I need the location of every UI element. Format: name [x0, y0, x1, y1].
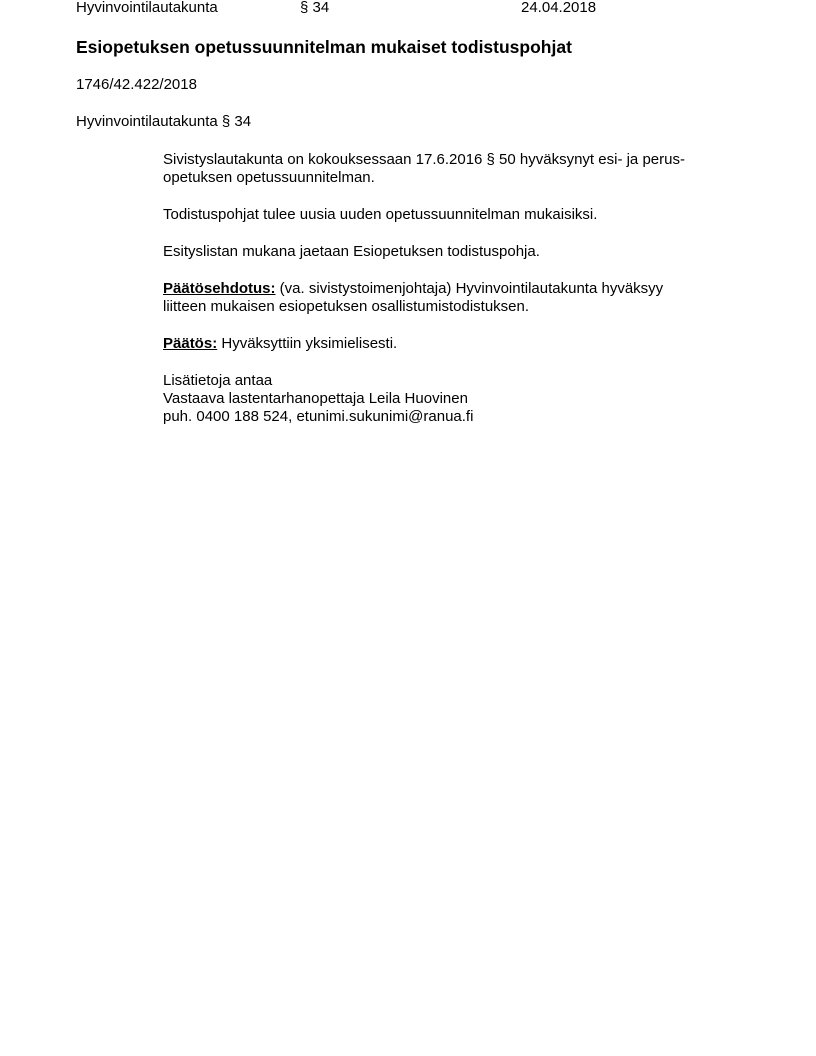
header-section: § 34 — [300, 0, 330, 16]
diary-number: 1746/42.422/2018 — [76, 76, 197, 93]
document-body — [163, 151, 733, 445]
background-line-1: Sivistyslautakunta on kokouksessaan 17.6.2016 § 50 hyväksynyt esi- ja perus- — [163, 151, 685, 168]
paragraph-requirement — [163, 206, 733, 224]
attachment-text: Esityslistan mukana jaetaan Esiopetuksen todistuspohja. — [163, 243, 540, 260]
contact-details: puh. 0400 188 524, etunimi.sukunimi@ranua.fi — [163, 408, 474, 425]
header-organ: Hyvinvointilautakunta — [76, 0, 218, 16]
contact-person: Vastaava lastentarhanopettaja Leila Huovinen — [163, 390, 468, 407]
contact-intro: Lisätietoja antaa — [163, 372, 273, 389]
paragraph-contact — [163, 372, 733, 426]
proposal-line-1 — [163, 280, 733, 298]
paragraph-proposal — [163, 280, 733, 316]
proposal-label: Päätösehdotus: — [163, 280, 276, 297]
paragraph-attachment — [163, 243, 733, 261]
paragraph-decision — [163, 335, 733, 353]
background-line-2: opetuksen opetussuunnitelman. — [163, 169, 375, 186]
decision-line — [163, 335, 733, 353]
board-reference: Hyvinvointilautakunta § 34 — [76, 113, 252, 130]
proposal-text-1: (va. sivistystoimenjohtaja) Hyvinvointilautakunta hyväksyy — [275, 280, 664, 297]
requirement-text: Todistuspohjat tulee uusia uuden opetussuunnitelman mukaisiksi. — [163, 206, 598, 223]
page-header — [76, 0, 776, 18]
proposal-line-2: liitteen mukaisen esiopetuksen osallistumistodistuksen. — [163, 298, 530, 315]
header-date: 24.04.2018 — [521, 0, 597, 16]
document-title: Esiopetuksen opetussuunnitelman mukaiset todistuspohjat — [76, 37, 572, 57]
decision-text: Hyväksyttiin yksimielisesti. — [217, 335, 398, 352]
decision-label: Päätös: — [163, 335, 218, 352]
paragraph-background — [163, 151, 733, 187]
